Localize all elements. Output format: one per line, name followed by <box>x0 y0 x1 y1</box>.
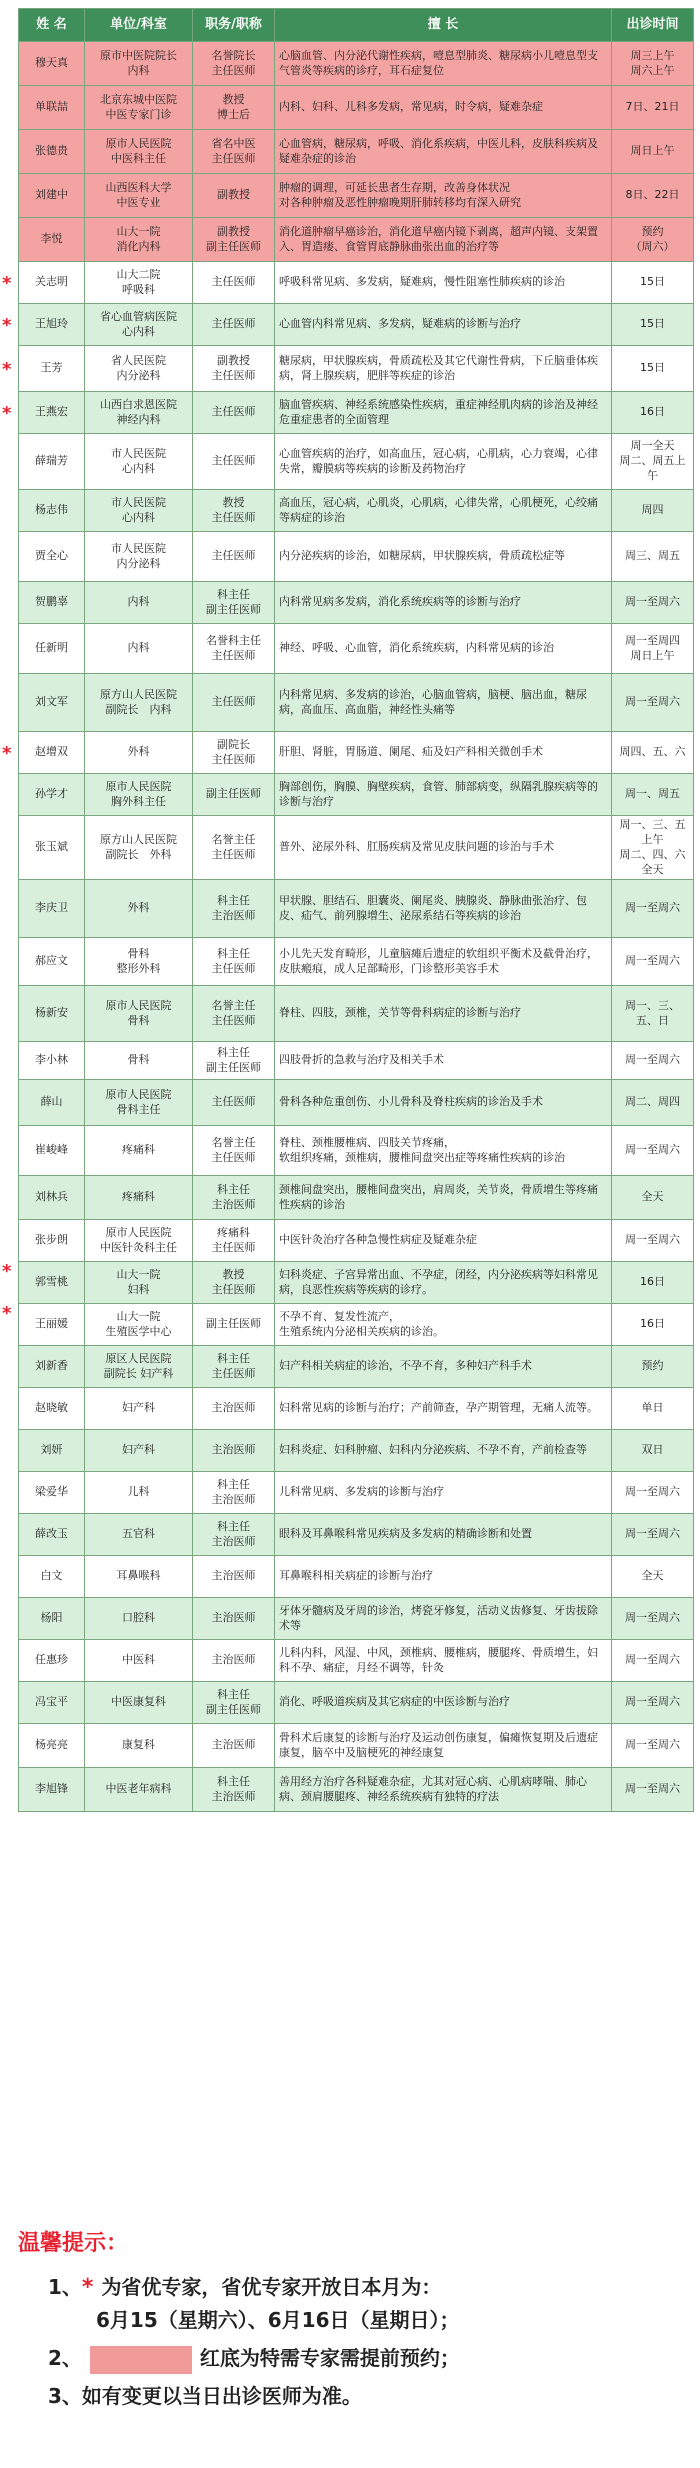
cell-skill: 消化、呼吸道疾病及其它病症的中医诊断与治疗 <box>275 1682 612 1724</box>
note-2-text: 红底为特需专家需提前预约； <box>199 2346 460 2370</box>
cell-time: 周一至周六 <box>612 1042 694 1080</box>
cell-title: 科主任 主治医师 <box>193 1768 275 1812</box>
table-row <box>19 1768 694 1812</box>
table-row <box>19 1556 694 1598</box>
cell-title: 教授 主任医师 <box>193 1262 275 1304</box>
cell-name: 孙学才 <box>19 774 85 816</box>
cell-time: 周一至周六 <box>612 1682 694 1724</box>
cell-time: 周一至周六 <box>612 1220 694 1262</box>
cell-time: 全天 <box>612 1176 694 1220</box>
cell-time: 16日 <box>612 392 694 434</box>
cell-name: 杨阳 <box>19 1598 85 1640</box>
cell-name: 杨亮亮 <box>19 1724 85 1768</box>
cell-skill: 脑血管疾病、神经系统感染性疾病，重症神经肌肉病的诊治及神经危重症患者的全面管理 <box>275 392 612 434</box>
cell-unit: 疼痛科 <box>85 1176 193 1220</box>
cell-unit: 山大一院 生殖医学中心 <box>85 1304 193 1346</box>
cell-skill: 小儿先天发育畸形，儿童脑瘫后遗症的软组织平衡术及截骨治疗，皮肤瘢痕，成人足部畸形，门诊整形美容手术 <box>275 938 612 986</box>
cell-skill: 儿科内科，风湿、中风，颈椎病、腰椎病，腰腿疼、骨质增生，妇科不孕、痛症，月经不调等，针灸 <box>275 1640 612 1682</box>
cell-name: 张德贵 <box>19 130 85 174</box>
cell-name: 刘妍 <box>19 1430 85 1472</box>
star-icon: * <box>2 1261 12 1282</box>
cell-time: 周一至周六 <box>612 1724 694 1768</box>
cell-title: 科主任 副主任医师 <box>193 582 275 624</box>
table-row <box>19 1472 694 1514</box>
table-row <box>19 1080 694 1126</box>
header-skill: 擅 长 <box>275 9 612 42</box>
cell-time: 周一至周六 <box>612 1472 694 1514</box>
cell-name: 薛瑞芳 <box>19 434 85 490</box>
cell-unit: 疼痛科 <box>85 1126 193 1176</box>
cell-title: 副主任医师 <box>193 774 275 816</box>
cell-name: 刘新香 <box>19 1346 85 1388</box>
header-time: 出诊时间 <box>612 9 694 42</box>
cell-unit: 市人民医院 内分泌科 <box>85 532 193 582</box>
table-row <box>19 816 694 880</box>
cell-skill: 妇科炎症、妇科肿瘤、妇科内分泌疾病、不孕不育，产前检查等 <box>275 1430 612 1472</box>
cell-time: 预约 <box>612 1346 694 1388</box>
table-row <box>19 1304 694 1346</box>
cell-skill: 心血管内科常见病、多发病，疑难病的诊断与治疗 <box>275 304 612 346</box>
schedule-table <box>18 8 694 1812</box>
cell-skill: 糖尿病，甲状腺疾病，骨质疏松及其它代谢性骨病，下丘脑垂体疾病，肾上腺疾病，肥胖等疾症的诊治 <box>275 346 612 392</box>
cell-time: 16日 <box>612 1262 694 1304</box>
cell-unit: 原市人民医院 中医针灸科主任 <box>85 1220 193 1262</box>
cell-time: 周一至周六 <box>612 1640 694 1682</box>
cell-unit: 山大二院 呼吸科 <box>85 262 193 304</box>
cell-unit: 市人民医院 心内科 <box>85 490 193 532</box>
cell-time: 15日 <box>612 262 694 304</box>
cell-skill: 骨科术后康复的诊断与治疗及运动创伤康复，偏瘫恢复期及后遗症康复，脑卒中及脑梗死的神经康复 <box>275 1724 612 1768</box>
cell-skill: 妇科炎症、子宫异常出血、不孕症，闭经，内分泌疾病等妇科常见病，良恶性疾病等疾病的诊疗。 <box>275 1262 612 1304</box>
table-row <box>19 1176 694 1220</box>
cell-title: 科主任 主任医师 <box>193 1346 275 1388</box>
cell-unit: 原市中医院院长 内科 <box>85 42 193 86</box>
cell-unit: 原方山人民医院 副院长 外科 <box>85 816 193 880</box>
cell-title: 科主任 副主任医师 <box>193 1042 275 1080</box>
table-body <box>19 42 694 1812</box>
cell-title: 科主任 主治医师 <box>193 1514 275 1556</box>
cell-unit: 山西医科大学 中医专业 <box>85 174 193 218</box>
cell-skill: 眼科及耳鼻喉科常见疾病及多发病的精确诊断和处置 <box>275 1514 612 1556</box>
cell-title: 教授 博士后 <box>193 86 275 130</box>
cell-time: 周一、三、五、日 <box>612 986 694 1042</box>
cell-unit: 原方山人民医院 副院长 内科 <box>85 674 193 732</box>
cell-skill: 肝胆、肾脏，胃肠道、阑尾、疝及妇产科相关微创手术 <box>275 732 612 774</box>
cell-name: 王燕宏 <box>19 392 85 434</box>
table-row <box>19 624 694 674</box>
cell-title: 名誉院长 主任医师 <box>193 42 275 86</box>
cell-name: 杨志伟 <box>19 490 85 532</box>
cell-time: 周一、三、五上午 周二、四、六全天 <box>612 816 694 880</box>
cell-title: 主任医师 <box>193 434 275 490</box>
cell-unit: 内科 <box>85 624 193 674</box>
cell-time: 周二、周四 <box>612 1080 694 1126</box>
cell-title: 科主任 副主任医师 <box>193 1682 275 1724</box>
cell-time: 周一至周四 周日上午 <box>612 624 694 674</box>
table-row <box>19 1220 694 1262</box>
cell-skill: 心血管疾病的治疗，如高血压，冠心病，心肌病，心力衰竭，心律失常，瓣膜病等疾病的诊断及药物治疗 <box>275 434 612 490</box>
cell-time: 周一、周五 <box>612 774 694 816</box>
star-icon: * <box>2 1303 12 1324</box>
table-row <box>19 218 694 262</box>
cell-title: 教授 主任医师 <box>193 490 275 532</box>
cell-time: 7日、21日 <box>612 86 694 130</box>
cell-title: 副教授 主任医师 <box>193 346 275 392</box>
cell-name: 刘林兵 <box>19 1176 85 1220</box>
cell-title: 名誉科主任 主任医师 <box>193 624 275 674</box>
cell-time: 周一至周六 <box>612 880 694 938</box>
cell-skill: 中医针灸治疗各种急慢性病症及疑难杂症 <box>275 1220 612 1262</box>
header-title: 职务/职称 <box>193 9 275 42</box>
cell-time: 8日、22日 <box>612 174 694 218</box>
cell-name: 梁爱华 <box>19 1472 85 1514</box>
cell-title: 主任医师 <box>193 304 275 346</box>
cell-name: 赵增双 <box>19 732 85 774</box>
table-row <box>19 674 694 732</box>
cell-title: 科主任 主治医师 <box>193 1176 275 1220</box>
table-row <box>19 304 694 346</box>
table-row <box>19 1346 694 1388</box>
cell-title: 副院长 主任医师 <box>193 732 275 774</box>
cell-time: 周三上午 周六上午 <box>612 42 694 86</box>
cell-title: 科主任 主治医师 <box>193 1472 275 1514</box>
cell-time: 周一至周六 <box>612 1126 694 1176</box>
notes-section <box>18 2226 678 2412</box>
cell-time: 周一至周六 <box>612 1598 694 1640</box>
table-row <box>19 1388 694 1430</box>
cell-time: 周一至周六 <box>612 1768 694 1812</box>
star-icon: * <box>2 359 12 380</box>
cell-skill: 肿瘤的调理，可延长患者生存期，改善身体状况 对各种肿瘤及恶性肿瘤晚期肝肺转移均有深入研究 <box>275 174 612 218</box>
star-icon: * <box>2 403 12 424</box>
cell-title: 省名中医 主任医师 <box>193 130 275 174</box>
cell-name: 薛改玉 <box>19 1514 85 1556</box>
table-row <box>19 986 694 1042</box>
cell-skill: 内分泌疾病的诊治，如糖尿病，甲状腺疾病，骨质疏松症等 <box>275 532 612 582</box>
table-row <box>19 130 694 174</box>
table-header-row <box>19 9 694 42</box>
cell-name: 李庆卫 <box>19 880 85 938</box>
cell-name: 李小林 <box>19 1042 85 1080</box>
cell-name: 薛山 <box>19 1080 85 1126</box>
cell-skill: 妇科常见病的诊断与治疗；产前筛查，孕产期管理，无痛人流等。 <box>275 1388 612 1430</box>
table-row <box>19 532 694 582</box>
cell-skill: 普外、泌尿外科、肛肠疾病及常见皮肤问题的诊治与手术 <box>275 816 612 880</box>
cell-time: 预约 （周六） <box>612 218 694 262</box>
cell-unit: 山大一院 妇科 <box>85 1262 193 1304</box>
table-row <box>19 1262 694 1304</box>
cell-time: 周四 <box>612 490 694 532</box>
table-row <box>19 42 694 86</box>
cell-time: 周一至周六 <box>612 674 694 732</box>
star-icon: * <box>81 2275 94 2300</box>
cell-name: 郭雪桃 <box>19 1262 85 1304</box>
cell-unit: 山大一院 消化内科 <box>85 218 193 262</box>
cell-name: 张步朗 <box>19 1220 85 1262</box>
cell-unit: 口腔科 <box>85 1598 193 1640</box>
cell-name: 刘建中 <box>19 174 85 218</box>
notes-title: 温馨提示： <box>18 2231 129 2256</box>
cell-time: 双日 <box>612 1430 694 1472</box>
cell-time: 周一至周六 <box>612 938 694 986</box>
cell-skill: 颈椎间盘突出，腰椎间盘突出，肩周炎，关节炎，骨质增生等疼痛性疾病的诊治 <box>275 1176 612 1220</box>
table-row <box>19 880 694 938</box>
cell-skill: 内科常见病多发病，消化系统疾病等的诊断与治疗 <box>275 582 612 624</box>
cell-unit: 原区人民医院 副院长 妇产科 <box>85 1346 193 1388</box>
cell-time: 周四、五、六 <box>612 732 694 774</box>
note-3: 3、如有变更以当日出诊医师为准。 <box>48 2384 362 2408</box>
cell-skill: 四肢骨折的急救与治疗及相关手术 <box>275 1042 612 1080</box>
cell-skill: 妇产科相关病症的诊治，不孕不育，多种妇产科手术 <box>275 1346 612 1388</box>
cell-skill: 内科、妇科、儿科多发病，常见病，时令病，疑难杂症 <box>275 86 612 130</box>
cell-time: 全天 <box>612 1556 694 1598</box>
cell-title: 主治医师 <box>193 1598 275 1640</box>
table-row <box>19 582 694 624</box>
cell-name: 白文 <box>19 1556 85 1598</box>
cell-skill: 神经、呼吸、心血管，消化系统疾病，内科常见病的诊治 <box>275 624 612 674</box>
cell-skill: 儿科常见病、多发病的诊断与治疗 <box>275 1472 612 1514</box>
cell-unit: 外科 <box>85 880 193 938</box>
table-row <box>19 86 694 130</box>
cell-skill: 骨科各种危重创伤、小儿骨科及脊柱疾病的诊治及手术 <box>275 1080 612 1126</box>
cell-time: 16日 <box>612 1304 694 1346</box>
cell-name: 赵晓敏 <box>19 1388 85 1430</box>
cell-time: 周三、周五 <box>612 532 694 582</box>
cell-name: 任惠珍 <box>19 1640 85 1682</box>
table-row <box>19 1682 694 1724</box>
table-row <box>19 732 694 774</box>
cell-title: 名誉主任 主任医师 <box>193 1126 275 1176</box>
cell-time: 单日 <box>612 1388 694 1430</box>
cell-title: 主治医师 <box>193 1388 275 1430</box>
star-icon: * <box>2 743 12 764</box>
note-1 <box>18 2271 678 2304</box>
cell-unit: 骨科 <box>85 1042 193 1080</box>
cell-name: 单联喆 <box>19 86 85 130</box>
cell-name: 李悦 <box>19 218 85 262</box>
table-row <box>19 1640 694 1682</box>
cell-name: 关志明 <box>19 262 85 304</box>
cell-unit: 山西白求恩医院 神经内科 <box>85 392 193 434</box>
star-icon: * <box>2 273 12 294</box>
table-row <box>19 392 694 434</box>
cell-name: 贾全心 <box>19 532 85 582</box>
cell-name: 刘文军 <box>19 674 85 732</box>
table-row <box>19 1126 694 1176</box>
table-row <box>19 938 694 986</box>
cell-name: 崔峻峰 <box>19 1126 85 1176</box>
cell-unit: 原市人民医院 中医科主任 <box>85 130 193 174</box>
cell-unit: 儿科 <box>85 1472 193 1514</box>
cell-title: 名誉主任 主任医师 <box>193 986 275 1042</box>
cell-title: 主任医师 <box>193 532 275 582</box>
cell-unit: 原市人民医院 胸外科主任 <box>85 774 193 816</box>
note-2 <box>18 2342 678 2374</box>
cell-unit: 省人民医院 内分泌科 <box>85 346 193 392</box>
cell-skill: 甲状腺、胆结石、胆囊炎、阑尾炎、胰腺炎、静脉曲张治疗、包皮、疝气、前列腺增生、泌尿系结石等疾病的诊治 <box>275 880 612 938</box>
cell-unit: 市人民医院 心内科 <box>85 434 193 490</box>
cell-unit: 内科 <box>85 582 193 624</box>
cell-title: 主治医师 <box>193 1556 275 1598</box>
cell-unit: 妇产科 <box>85 1388 193 1430</box>
cell-title: 副教授 副主任医师 <box>193 218 275 262</box>
cell-name: 贺鹏辜 <box>19 582 85 624</box>
table-row <box>19 1042 694 1080</box>
cell-skill: 高血压，冠心病，心肌炎，心肌病，心律失常，心肌梗死，心绞痛等病症的诊治 <box>275 490 612 532</box>
cell-unit: 中医老年病科 <box>85 1768 193 1812</box>
cell-skill: 脊柱、颈椎腰椎病、四肢关节疼痛， 软组织疼痛，颈椎病，腰椎间盘突出症等疼痛性疾病的诊治 <box>275 1126 612 1176</box>
cell-title: 主任医师 <box>193 392 275 434</box>
cell-name: 杨新安 <box>19 986 85 1042</box>
table-row <box>19 774 694 816</box>
cell-name: 张玉斌 <box>19 816 85 880</box>
table-row <box>19 1598 694 1640</box>
cell-unit: 骨科 整形外科 <box>85 938 193 986</box>
cell-skill: 内科常见病、多发病的诊治，心脑血管病，脑梗、脑出血，糖尿病，高血压、高血脂，神经性头痛等 <box>275 674 612 732</box>
pink-swatch <box>90 2346 192 2374</box>
table-row <box>19 1724 694 1768</box>
cell-title: 主任医师 <box>193 674 275 732</box>
cell-name: 李旭锋 <box>19 1768 85 1812</box>
note-1-number: 1、 <box>48 2275 82 2299</box>
table-row <box>19 174 694 218</box>
cell-unit: 原市人民医院 骨科主任 <box>85 1080 193 1126</box>
cell-skill: 心血管病，糖尿病，呼吸、消化系疾病，中医儿科，皮肤科疾病及疑难杂症的诊治 <box>275 130 612 174</box>
cell-time: 周一至周六 <box>612 1514 694 1556</box>
cell-unit: 耳鼻喉科 <box>85 1556 193 1598</box>
cell-skill: 善用经方治疗各科疑难杂症，尤其对冠心病、心肌病哮喘、肺心病、颈肩腰腿疼、神经系统疾病有独特的疗法 <box>275 1768 612 1812</box>
cell-name: 郝应文 <box>19 938 85 986</box>
cell-unit: 五官科 <box>85 1514 193 1556</box>
table-row <box>19 262 694 304</box>
table-row <box>19 1514 694 1556</box>
cell-skill: 心脑血管、内分泌代谢性疾病，噎息型肺炎、糖尿病小儿噎息型支气管炎等疾病的诊疗，耳石症复位 <box>275 42 612 86</box>
table-row <box>19 434 694 490</box>
cell-name: 冯宝平 <box>19 1682 85 1724</box>
table-row <box>19 346 694 392</box>
cell-unit: 外科 <box>85 732 193 774</box>
cell-unit: 中医康复科 <box>85 1682 193 1724</box>
cell-name: 王芳 <box>19 346 85 392</box>
cell-title: 科主任 主治医师 <box>193 880 275 938</box>
cell-skill: 呼吸科常见病、多发病，疑难病，慢性阻塞性肺疾病的诊治 <box>275 262 612 304</box>
cell-title: 副教授 <box>193 174 275 218</box>
cell-skill: 消化道肿瘤早癌诊治，消化道早癌内镜下剥离，超声内镜、支架置入、胃造瘘、食管胃底静脉曲张出血的治疗等 <box>275 218 612 262</box>
header-unit: 单位/科室 <box>85 9 193 42</box>
cell-skill: 脊柱、四肢，颈椎，关节等骨科病症的诊断与治疗 <box>275 986 612 1042</box>
cell-unit: 康复科 <box>85 1724 193 1768</box>
cell-unit: 省心血管病医院 心内科 <box>85 304 193 346</box>
cell-time: 15日 <box>612 304 694 346</box>
cell-title: 疼痛科 主任医师 <box>193 1220 275 1262</box>
cell-title: 科主任 主任医师 <box>193 938 275 986</box>
cell-title: 主治医师 <box>193 1640 275 1682</box>
cell-unit: 原市人民医院 骨科 <box>85 986 193 1042</box>
cell-title: 名誉主任 主任医师 <box>193 816 275 880</box>
note-1-dates: 6月15（星期六）、6月16日（星期日）； <box>96 2308 460 2332</box>
cell-skill: 胸部创伤，胸膜、胸壁疾病，食管、肺部病变，纵隔乳腺疾病等的诊断与治疗 <box>275 774 612 816</box>
cell-time: 15日 <box>612 346 694 392</box>
cell-title: 副主任医师 <box>193 1304 275 1346</box>
star-icon: * <box>2 315 12 336</box>
cell-title: 主任医师 <box>193 262 275 304</box>
cell-title: 主治医师 <box>193 1724 275 1768</box>
cell-skill: 牙体牙髓病及牙周的诊治，烤瓷牙修复，活动义齿修复、牙齿拔除术等 <box>275 1598 612 1640</box>
cell-time: 周日上午 <box>612 130 694 174</box>
cell-name: 王旭玲 <box>19 304 85 346</box>
cell-time: 周一全天 周二、周五上午 <box>612 434 694 490</box>
cell-title: 主任医师 <box>193 1080 275 1126</box>
cell-title: 主治医师 <box>193 1430 275 1472</box>
cell-skill: 耳鼻喉科相关病症的诊断与治疗 <box>275 1556 612 1598</box>
cell-time: 周一至周六 <box>612 582 694 624</box>
cell-unit: 北京东城中医院 中医专家门诊 <box>85 86 193 130</box>
table-row <box>19 490 694 532</box>
cell-name: 任新明 <box>19 624 85 674</box>
note-2-number: 2、 <box>48 2346 82 2370</box>
header-name: 姓 名 <box>19 9 85 42</box>
cell-unit: 妇产科 <box>85 1430 193 1472</box>
cell-name: 王丽媛 <box>19 1304 85 1346</box>
table-row <box>19 1430 694 1472</box>
note-1-text: 为省优专家，省优专家开放日本月为： <box>101 2275 442 2299</box>
cell-unit: 中医科 <box>85 1640 193 1682</box>
cell-name: 穆天真 <box>19 42 85 86</box>
cell-skill: 不孕不育、复发性流产， 生殖系统内分泌相关疾病的诊治。 <box>275 1304 612 1346</box>
